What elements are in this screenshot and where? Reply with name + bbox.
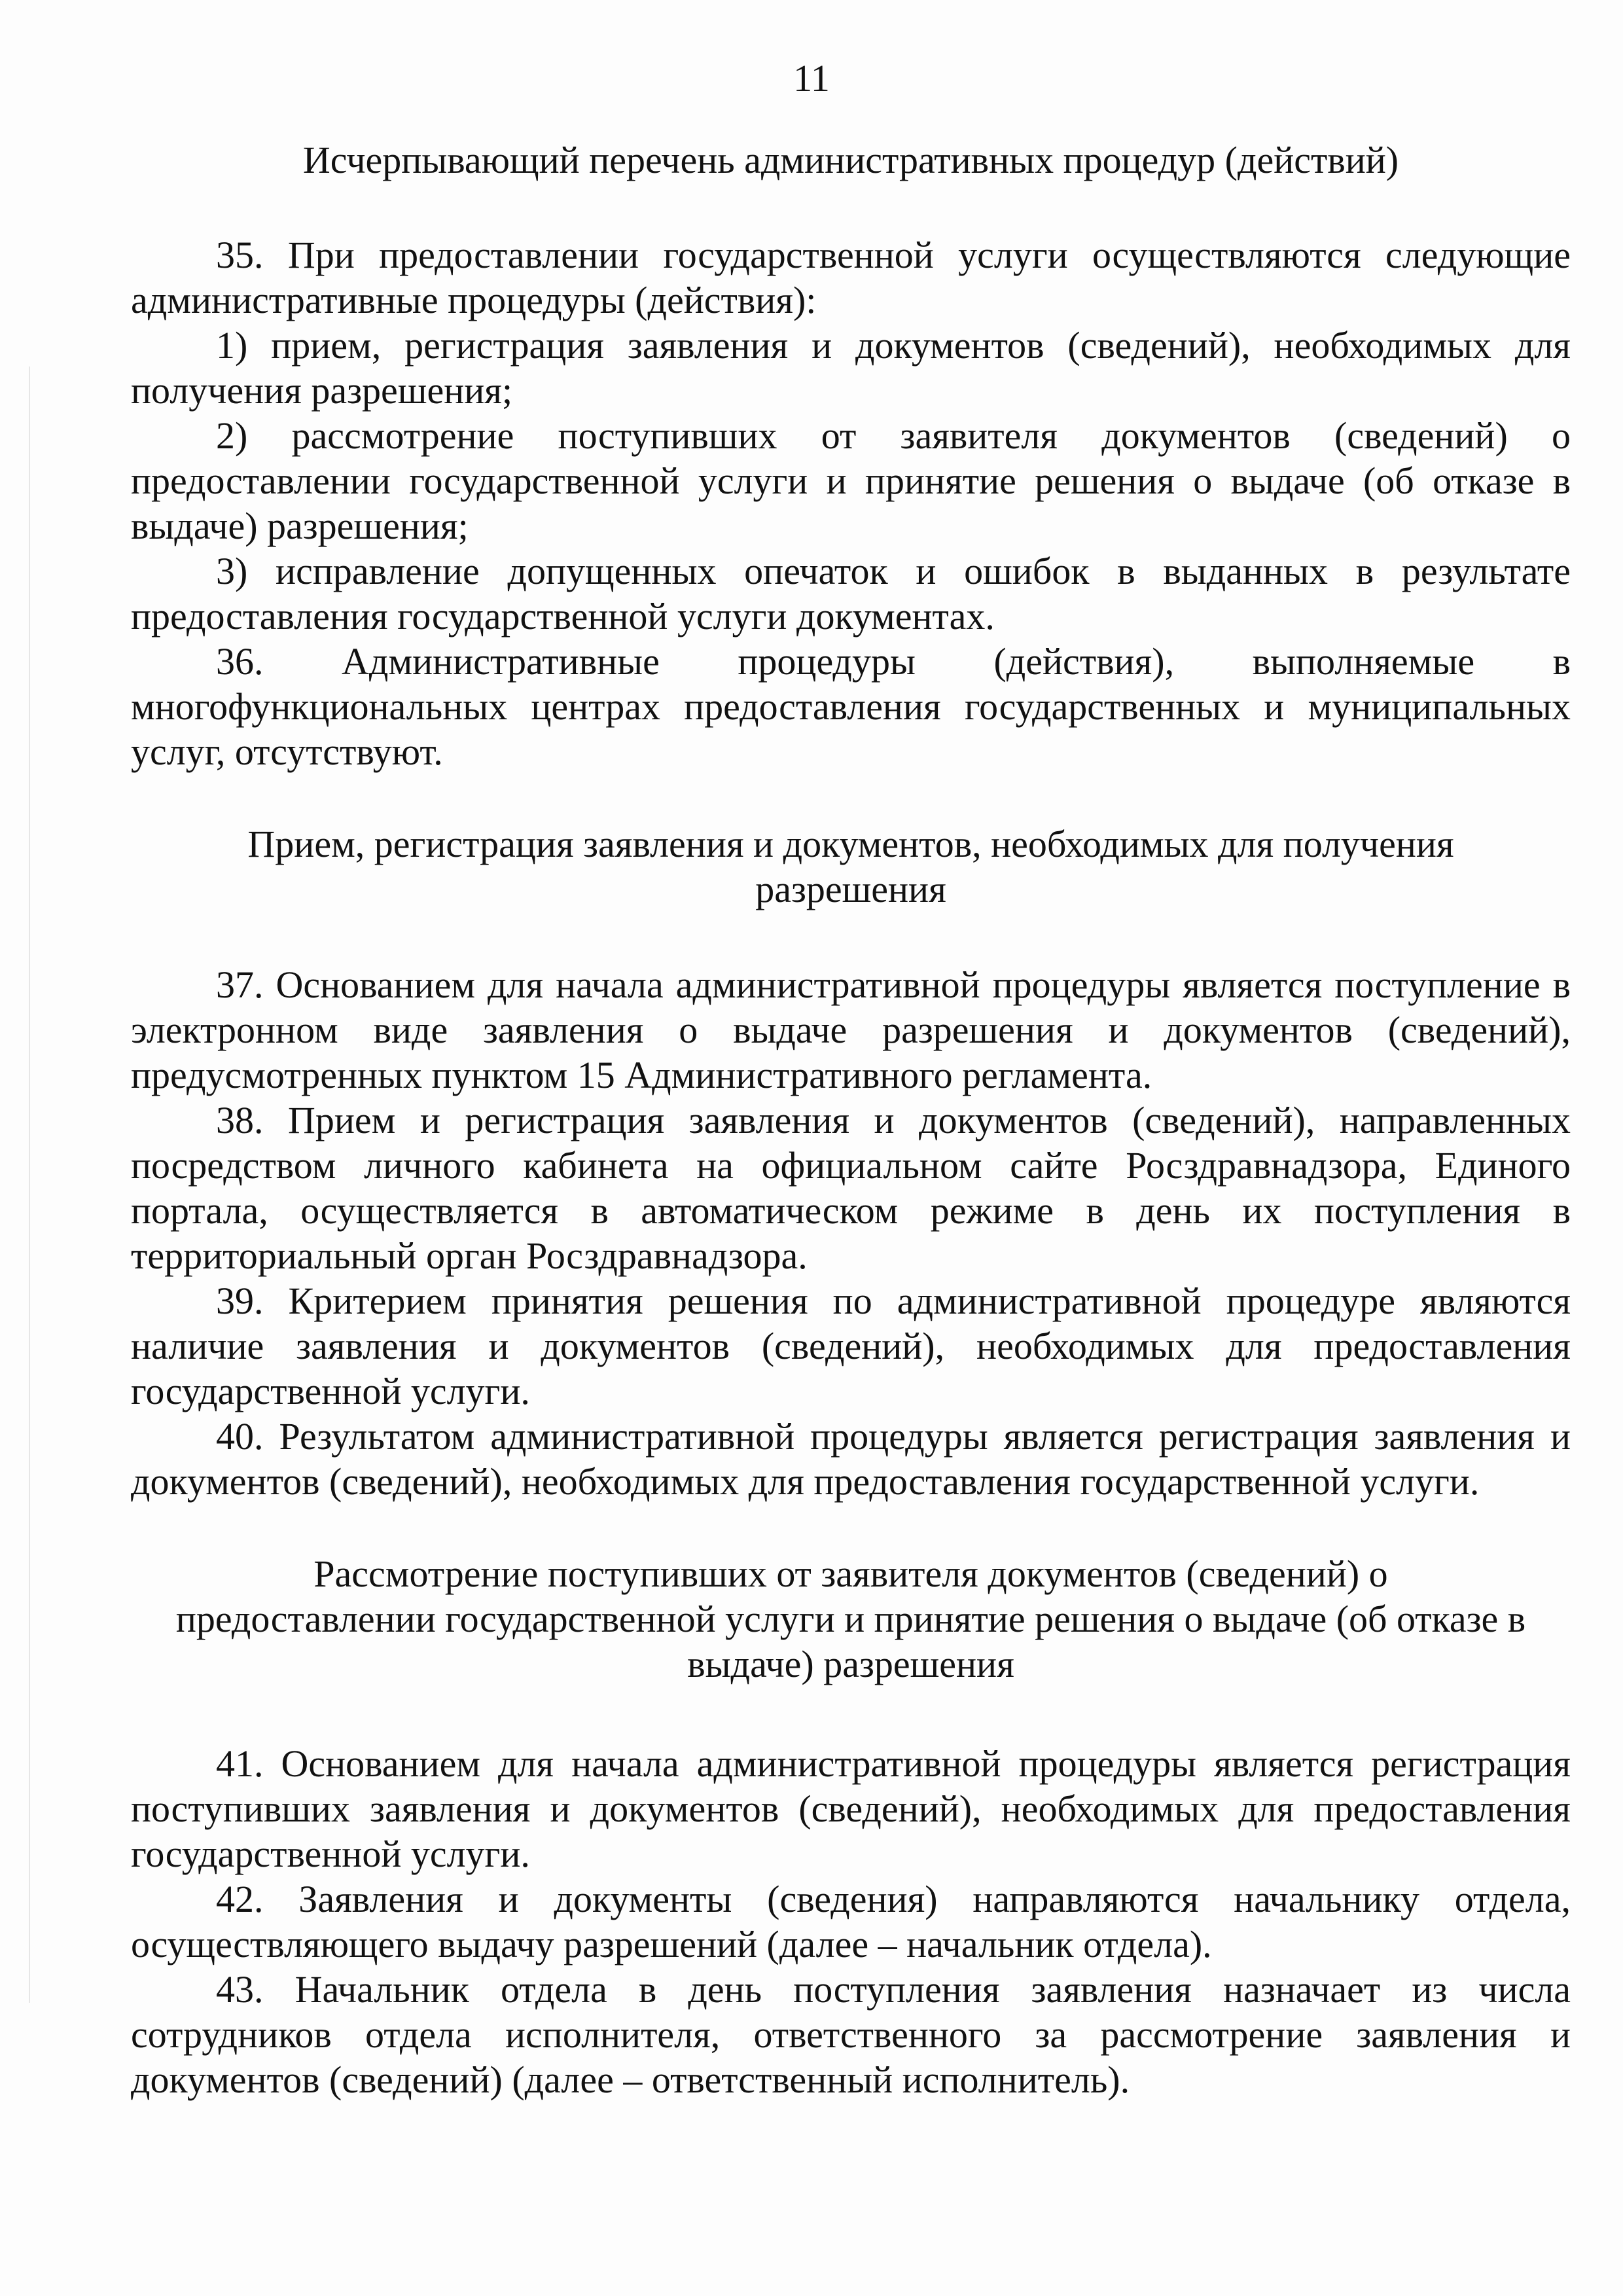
section-title-reception xyxy=(131,821,1571,912)
paragraph-35-item-1: 1) прием, регистрация заявления и документов (сведений), необходимых для получения разрешения; xyxy=(131,324,1571,412)
section-title-review xyxy=(131,1551,1571,1687)
section-title-review-line-2: предоставлении государственной услуги и принятие решения о выдаче (об отказе в xyxy=(175,1598,1526,1640)
paragraph-35: 35. При предоставлении государственной услуги осуществляются следующие административные процедуры (действия): xyxy=(131,234,1571,321)
paragraph-39: 39. Критерием принятия решения по административной процедуре являются наличие заявления и документов (сведений), необходимых для предоставления государственной услуги. xyxy=(131,1280,1571,1412)
section-title-procedures-list: Исчерпывающий перечень административных процедур (действий) xyxy=(302,139,1399,181)
paragraph-36: 36. Административные процедуры (действия), выполняемые в многофункциональных центрах предоставления государственных и муниципальных услуг, отсутствуют. xyxy=(131,640,1571,773)
paragraph-43: 43. Начальник отдела в день поступления заявления назначает из числа сотрудников отдела исполнителя, ответственного за рассмотрение заявления и документов (сведений) (далее – ответственный исполнитель). xyxy=(131,1968,1571,2101)
paragraph-40: 40. Результатом административной процедуры является регистрация заявления и документов (сведений), необходимых для предоставления государственной услуги. xyxy=(131,1415,1571,1503)
paragraph-41: 41. Основанием для начала административной процедуры является регистрация поступивших заявления и документов (сведений), необходимых для предоставления государственной услуги. xyxy=(131,1742,1571,1875)
section-title-reception-line-2: разрешения xyxy=(755,868,946,910)
page-number: 11 xyxy=(793,57,830,99)
section-title-review-line-1: Рассмотрение поступивших от заявителя документов (сведений) о xyxy=(313,1552,1388,1595)
section-reception-body xyxy=(131,962,1571,1504)
section-procedures-body xyxy=(131,232,1571,774)
paragraph-38: 38. Прием и регистрация заявления и документов (сведений), направленных посредством личного кабинета на официальном сайте Росздравнадзора, Единого портала, осуществляется в автоматическом режиме в день их поступления в территориальный орган Росздравнадзора. xyxy=(131,1099,1571,1277)
paragraph-37: 37. Основанием для начала административной процедуры является поступление в электронном виде заявления о выдаче разрешения и документов (сведений), предусмотренных пунктом 15 Административного регламента. xyxy=(131,963,1571,1096)
section-title-reception-line-1: Прием, регистрация заявления и документов, необходимых для получения xyxy=(247,823,1454,865)
section-title-review-line-3: выдаче) разрешения xyxy=(687,1643,1014,1685)
paragraph-35-item-2: 2) рассмотрение поступивших от заявителя документов (сведений) о предоставлении государственной услуги и принятие решения о выдаче (об отказе в выдаче) разрешения; xyxy=(131,414,1571,547)
scan-margin-line xyxy=(29,367,30,2003)
paragraph-35-item-3: 3) исправление допущенных опечаток и ошибок в выданных в результате предоставления государственной услуги документах. xyxy=(131,550,1571,637)
section-review-body xyxy=(131,1741,1571,2102)
paragraph-42: 42. Заявления и документы (сведения) направляются начальнику отдела, осуществляющего выдачу разрешений (далее – начальник отдела). xyxy=(131,1878,1571,1965)
